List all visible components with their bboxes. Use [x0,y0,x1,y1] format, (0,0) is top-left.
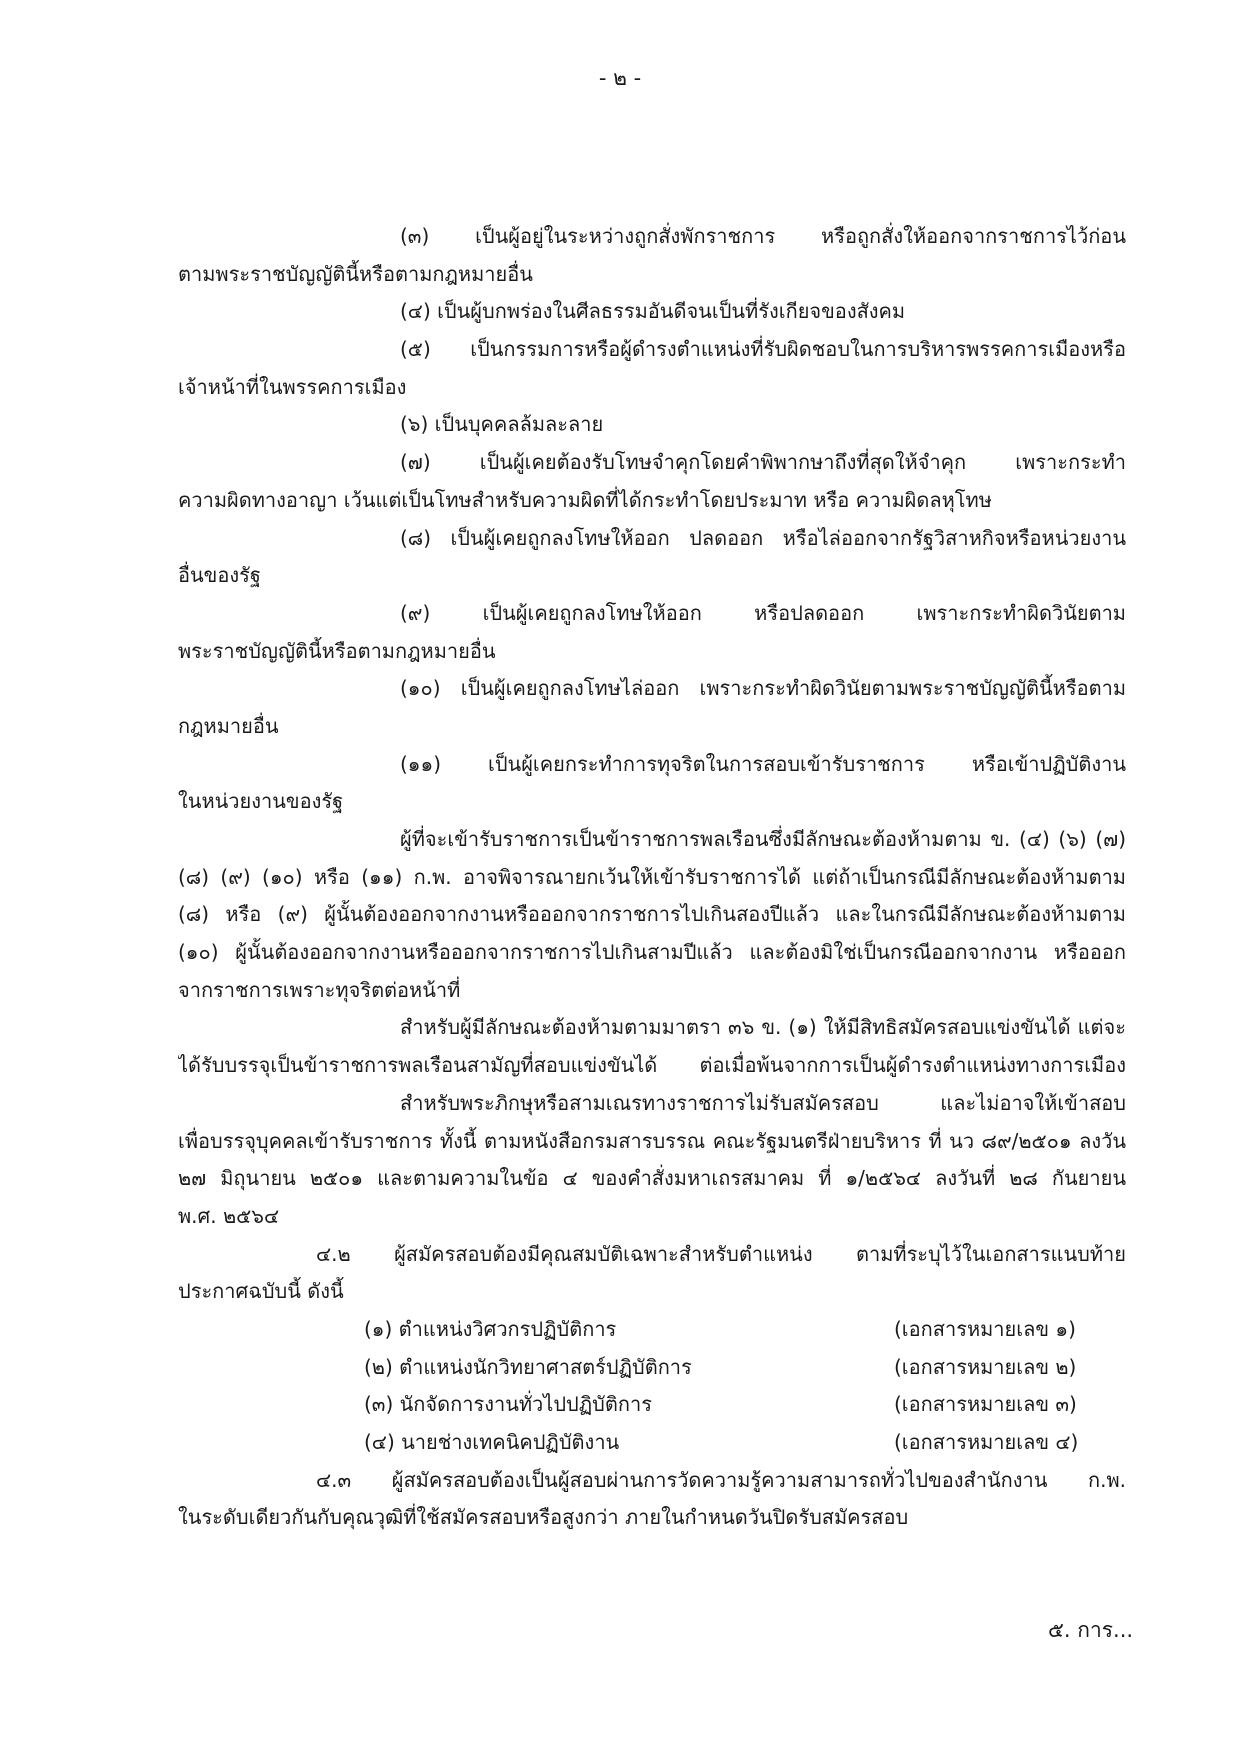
text-line: ในหน่วยงานของรัฐ [178,789,344,814]
text-line: ๔.๒ ผู้สมัครสอบต้องมีคุณสมบัติเฉพาะสำหรับตำแหน่ง ตามที่ระบุไว้ในเอกสารแนบท้าย [316,1241,1126,1266]
page-number: - ๒ - [598,66,642,90]
text-line: ผู้ที่จะเข้ารับราชการเป็นข้าราชการพลเรือนซึ่งมีลักษณะต้องห้ามตาม ข. (๔) (๖) (๗) [400,827,1126,851]
closing-paragraph [178,1462,1126,1537]
position-item [178,1386,1126,1424]
text-line: (๙) เป็นผู้เคยถูกลงโทษให้ออก หรือปลดออก เพราะกระทำผิดวินัยตาม [400,600,1126,625]
position-list [178,1311,1126,1462]
text-line: (๘) เป็นผู้เคยถูกลงโทษให้ออก ปลดออก หรือไล่ออกจากรัฐวิสาหกิจหรือหน่วยงาน [400,525,1126,550]
text-line: ได้รับบรรจุเป็นข้าราชการพลเรือนสามัญที่สอบแข่งขันได้ ต่อเมื่อพ้นจากการเป็นผู้ดำรงตำแหน่งทางการเมือง [178,1053,1126,1078]
document-reference: (เอกสารหมายเลข ๔) [894,1430,1079,1454]
text-line: (๖) เป็นบุคคลล้มละลาย [400,412,604,437]
text-line: ๔.๓ ผู้สมัครสอบต้องเป็นผู้สอบผ่านการวัดความรู้ความสามารถทั่วไปของสำนักงาน ก.พ. [316,1467,1126,1492]
position-label: (๓) นักจัดการงานทั่วไปปฏิบัติการ [364,1392,652,1417]
text-line: พระราชบัญญัตินี้หรือตามกฎหมายอื่น [178,638,496,663]
document-body [178,218,1126,1537]
position-label: (๑) ตำแหน่งวิศวกรปฏิบัติการ [364,1316,617,1341]
text-line: (๗) เป็นผู้เคยต้องรับโทษจำคุกโดยคำพิพากษาถึงที่สุดให้จำคุก เพราะกระทำ [400,450,1126,475]
text-line: เพื่อบรรจุบุคคลเข้ารับราชการ ทั้งนี้ ตามหนังสือกรมสารบรรณ คณะรัฐมนตรีฝ่ายบริหาร ที่ นว ๘๙/๒๕๐๑ ลงวัน [178,1128,1126,1153]
position-item [178,1349,1126,1387]
position-item [178,1424,1126,1462]
text-line: สำหรับผู้มีลักษณะต้องห้ามตามมาตรา ๓๖ ข. (๑) ให้มีสิทธิสมัครสอบแข่งขันได้ แต่จะ [400,1015,1126,1040]
document-reference: (เอกสารหมายเลข ๒) [894,1354,1077,1379]
text-line: (๑๐) เป็นผู้เคยถูกลงโทษไล่ออก เพราะกระทำผิดวินัยตามพระราชบัญญัตินี้หรือตาม [400,676,1126,701]
text-line: (๓) เป็นผู้อยู่ในระหว่างถูกสั่งพักราชการ หรือถูกสั่งให้ออกจากราชการไว้ก่อน [400,224,1126,248]
text-line: อื่นของรัฐ [178,563,261,588]
document-reference: (เอกสารหมายเลข ๑) [894,1316,1076,1341]
text-line: กฎหมายอื่น [178,713,279,738]
paragraph-lines [178,218,1126,1311]
text-line: (๑๑) เป็นผู้เคยกระทำการทุจริตในการสอบเข้ารับราชการ หรือเข้าปฏิบัติงาน [400,751,1126,776]
text-line: จากราชการเพราะทุจริตต่อหน้าที่ [178,977,461,1002]
text-line: (๕) เป็นกรรมการหรือผู้ดำรงตำแหน่งที่รับผิดชอบในการบริหารพรรคการเมืองหรือ [400,337,1126,362]
text-line: (๘) หรือ (๙) ผู้นั้นต้องออกจากงานหรือออกจากราชการไปเกินสองปีแล้ว และในกรณีมีลักษณะต้องห้ามตาม [178,902,1126,927]
continuation-footer: ๕. การ... [1048,1618,1134,1642]
text-line: ประกาศฉบับนี้ ดังนี้ [178,1279,344,1304]
text-line: ตามพระราชบัญญัตินี้หรือตามกฎหมายอื่น [178,261,533,286]
position-item [178,1311,1126,1349]
text-line: (๑๐) ผู้นั้นต้องออกจากงานหรือออกจากราชการไปเกินสามปีแล้ว และต้องมิใช่เป็นกรณีออกจากงาน หรือออก [178,940,1126,965]
text-line: พ.ศ. ๒๕๖๔ [178,1203,280,1228]
text-line: ๒๗ มิถุนายน ๒๕๐๑ และตามความในข้อ ๔ ของคำสั่งมหาเถรสมาคม ที่ ๑/๒๕๖๔ ลงวันที่ ๒๘ กันยายน [178,1166,1126,1191]
document-reference: (เอกสารหมายเลข ๓) [894,1392,1077,1417]
text-line: สำหรับพระภิกษุหรือสามเณรทางราชการไม่รับสมัครสอบ และไม่อาจให้เข้าสอบ [400,1090,1126,1115]
text-line: เจ้าหน้าที่ในพรรคการเมือง [178,374,407,399]
text-line: ในระดับเดียวกันกับคุณวุฒิที่ใช้สมัครสอบหรือสูงกว่า ภายในกำหนดวันปิดรับสมัครสอบ [178,1505,909,1530]
text-line: ความผิดทางอาญา เว้นแต่เป็นโทษสำหรับความผิดที่ได้กระทำโดยประมาท หรือ ความผิดลหุโทษ [178,487,992,512]
position-label: (๒) ตำแหน่งนักวิทยาศาสตร์ปฏิบัติการ [364,1354,692,1379]
text-line: (๔) เป็นผู้บกพร่องในศีลธรรมอันดีจนเป็นที่รังเกียจของสังคม [400,299,906,324]
text-line: (๘) (๙) (๑๐) หรือ (๑๑) ก.พ. อาจพิจารณายกเว้นให้เข้ารับราชการได้ แต่ถ้าเป็นกรณีมีลักษณะต้องห้ามตาม [178,864,1126,889]
position-label: (๔) นายช่างเทคนิคปฏิบัติงาน [364,1430,620,1454]
